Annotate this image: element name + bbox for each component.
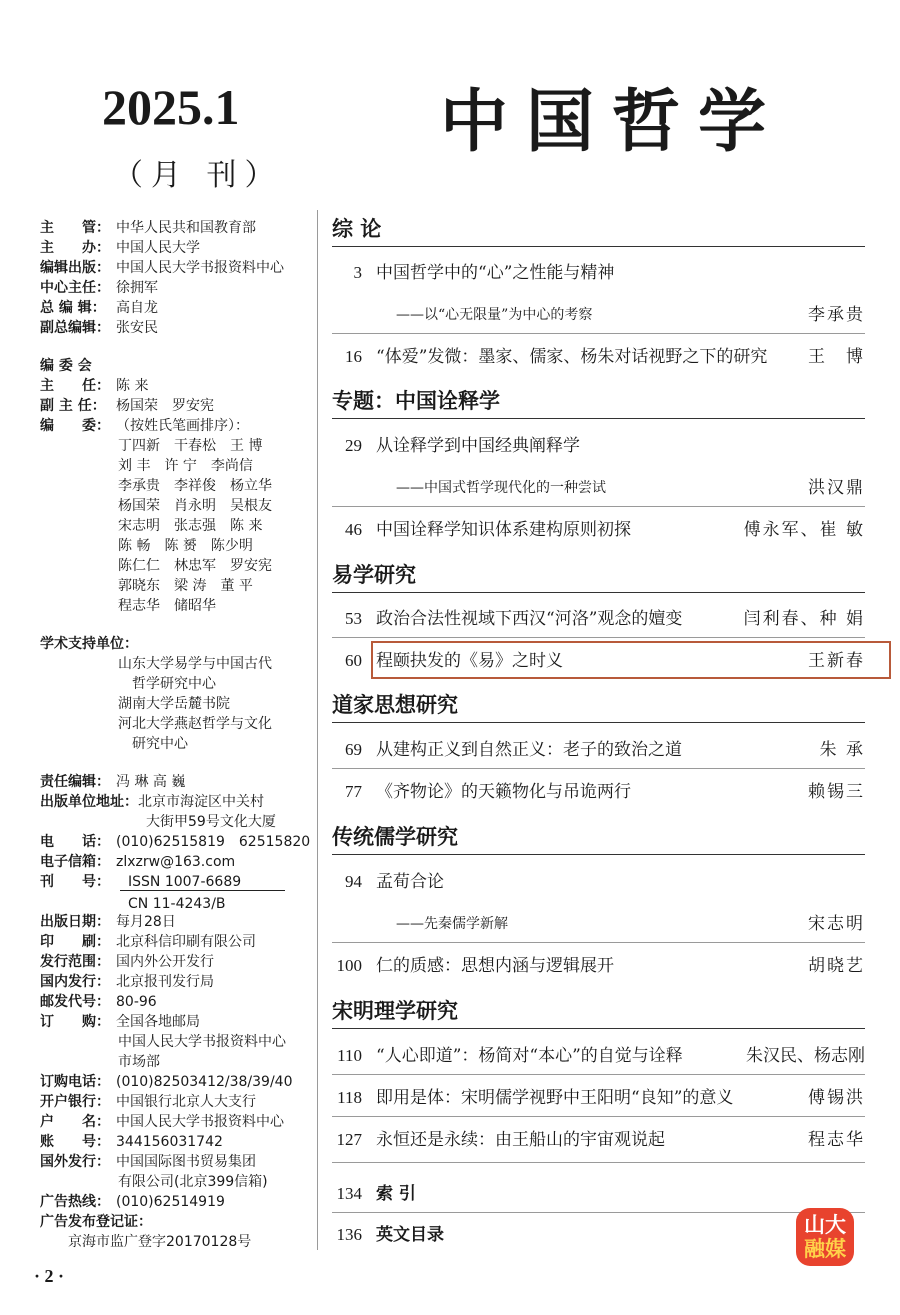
masthead-value: 中国人民大学书报资料中心 xyxy=(116,1114,284,1130)
section-heading: 宋明理学研究 xyxy=(332,996,865,1029)
masthead-value: 国内外公开发行 xyxy=(116,954,214,970)
section-heading: 专题：中国诠释学 xyxy=(332,386,865,419)
article-author: 李承贵 xyxy=(808,305,865,325)
logo-text: 融媒 xyxy=(804,1237,846,1261)
masthead-label: 订购电话： xyxy=(40,1074,110,1090)
board-member-row: 李承贵 李祥俊 杨立华 xyxy=(118,478,272,494)
masthead-value: ISSN 1007-6689 xyxy=(128,874,242,890)
support-unit: 哲学研究中心 xyxy=(118,676,216,692)
page-number-footer: · 2 · xyxy=(34,1266,65,1286)
masthead-value: 北京科信印刷有限公司 xyxy=(116,934,256,950)
entry-separator xyxy=(332,506,865,507)
masthead-value: 中国人民大学书报资料中心 xyxy=(118,1034,286,1050)
support-heading: 学术支持单位： xyxy=(40,636,138,652)
support-unit: 河北大学燕赵哲学与文化 xyxy=(118,716,272,732)
masthead-label: 责任编辑： xyxy=(40,774,110,790)
masthead-value: 陈 来 xyxy=(116,378,149,394)
masthead-value: 高自龙 xyxy=(116,300,158,316)
masthead-row xyxy=(40,238,320,258)
article-title: 程颐抉发的《易》之时义 xyxy=(376,651,563,671)
masthead-label: 户 名： xyxy=(40,1114,110,1130)
masthead-row xyxy=(40,992,320,1012)
article-author: 王 博 xyxy=(808,347,865,367)
masthead-value: 杨国荣 罗安宪 xyxy=(116,398,214,414)
masthead-row xyxy=(40,218,320,238)
masthead-label: 邮发代号： xyxy=(40,994,110,1010)
journal-title: 中国哲学 xyxy=(440,82,785,162)
masthead-row xyxy=(40,772,320,792)
toc-entry[interactable] xyxy=(332,517,865,543)
page-number: 94 xyxy=(345,872,362,891)
board-member-row: 程志华 储昭华 xyxy=(118,598,216,614)
masthead-row xyxy=(40,812,320,832)
board-heading: 编 委 会 xyxy=(40,358,92,374)
masthead-row xyxy=(40,972,320,992)
masthead-label: 主 管： xyxy=(40,220,110,236)
masthead-row xyxy=(40,278,320,298)
article-author: 朱 承 xyxy=(819,740,865,760)
toc-entry[interactable] xyxy=(332,869,865,895)
issn-rule xyxy=(120,890,285,891)
article-title: 即用是体：宋明儒学视野中王阳明“良知”的意义 xyxy=(376,1088,734,1108)
entry-separator xyxy=(332,768,865,769)
page-number: 77 xyxy=(345,782,362,801)
masthead-row xyxy=(40,298,320,318)
article-subtitle: ——以“心无限量”为中心的考察 xyxy=(396,307,593,323)
article-title: 从建构正义到自然正义：老子的致治之道 xyxy=(376,740,682,760)
section-heading: 道家思想研究 xyxy=(332,690,865,723)
masthead-row xyxy=(40,952,320,972)
page-number: 46 xyxy=(345,520,362,539)
toc-entry[interactable] xyxy=(332,1181,865,1207)
masthead-label: 电 话： xyxy=(40,834,110,850)
entry-separator xyxy=(332,1212,865,1213)
article-title: 永恒还是永续：由王船山的宇宙观说起 xyxy=(376,1130,665,1150)
section-heading: 综 论 xyxy=(332,214,865,247)
article-title: “人心即道”：杨简对“本心”的自觉与诠释 xyxy=(376,1046,683,1066)
masthead-value: 北京市海淀区中关村 xyxy=(138,794,264,810)
media-logo xyxy=(796,1208,854,1266)
article-author: 闫利春、种 娟 xyxy=(743,609,865,629)
article-title: 政治合法性视域下西汉“河洛”观念的嬗变 xyxy=(376,609,683,629)
board-member-row: 宋志明 张志强 陈 来 xyxy=(118,518,263,534)
page-number: 110 xyxy=(337,1046,362,1065)
masthead-value: 80-96 xyxy=(116,994,157,1010)
support-unit: 山东大学易学与中国古代 xyxy=(118,656,272,672)
support-unit: 研究中心 xyxy=(118,736,188,752)
masthead-label: 总 编 辑： xyxy=(40,300,106,316)
highlight-box xyxy=(371,641,891,679)
article-author: 朱汉民、杨志刚 xyxy=(746,1046,865,1066)
masthead-label: 刊 号： xyxy=(40,874,110,890)
masthead-row xyxy=(40,912,320,932)
masthead-row xyxy=(40,1012,320,1032)
masthead-value: (010)62515819 62515820 xyxy=(116,834,311,850)
masthead-row xyxy=(40,318,320,338)
article-author: 王新春 xyxy=(808,651,865,671)
masthead-label: 主 办： xyxy=(40,240,110,256)
masthead-label: 发行范围： xyxy=(40,954,110,970)
masthead-label: 出版单位地址： xyxy=(40,794,138,810)
section-heading: 易学研究 xyxy=(332,560,865,593)
entry-separator xyxy=(332,1162,865,1163)
masthead-label: 编辑出版： xyxy=(40,260,110,276)
board-member-row: 杨国荣 肖永明 吴根友 xyxy=(118,498,272,514)
toc-entry[interactable] xyxy=(332,344,865,370)
masthead-label: 编 委： xyxy=(40,418,110,434)
board-member-row: 陈仁仁 林忠军 罗安宪 xyxy=(118,558,272,574)
entry-separator xyxy=(332,1116,865,1117)
masthead-row xyxy=(40,1072,320,1092)
page-number: 134 xyxy=(336,1184,362,1203)
masthead-value: 北京报刊发行局 xyxy=(116,974,214,990)
masthead-label: 主 任： xyxy=(40,378,110,394)
toc-entry[interactable] xyxy=(332,953,865,979)
article-author: 傅锡洪 xyxy=(808,1088,865,1108)
board-member-row: 刘 丰 许 宁 李尚信 xyxy=(118,458,253,474)
toc-entry-subtitle xyxy=(332,911,865,937)
page-number: 3 xyxy=(353,263,362,282)
masthead-label: 开户银行： xyxy=(40,1094,110,1110)
masthead-value: zlxzrw@163.com xyxy=(116,854,236,870)
article-title: “体爱”发微：墨家、儒家、杨朱对话视野之下的研究 xyxy=(376,347,768,367)
toc-entry[interactable] xyxy=(332,1043,865,1069)
masthead-row xyxy=(40,1132,320,1152)
article-author: 赖锡三 xyxy=(808,782,865,802)
masthead-value: 徐拥军 xyxy=(116,280,158,296)
toc-entry[interactable] xyxy=(332,1085,865,1111)
masthead-value: 中国银行北京人大支行 xyxy=(116,1094,256,1110)
board-member-row: 丁四新 干春松 王 博 xyxy=(118,438,263,454)
masthead-value: 全国各地邮局 xyxy=(116,1014,200,1030)
entry-separator xyxy=(332,1074,865,1075)
masthead-value: （按姓氏笔画排序）： xyxy=(116,418,249,434)
masthead-label: 副 主 任： xyxy=(40,398,106,414)
masthead-row xyxy=(40,932,320,952)
article-author: 程志华 xyxy=(808,1130,865,1150)
masthead-label: 出版日期： xyxy=(40,914,110,930)
article-title: 孟荀合论 xyxy=(376,872,444,892)
publication-frequency: （月 刊） xyxy=(113,158,283,193)
masthead-label: 账 号： xyxy=(40,1134,110,1150)
toc-entry-subtitle xyxy=(332,475,865,501)
page-number: 136 xyxy=(336,1225,362,1244)
article-subtitle: ——先秦儒学新解 xyxy=(396,916,508,932)
masthead-label: 广告热线： xyxy=(40,1194,110,1210)
article-title: 仁的质感：思想内涵与逻辑展开 xyxy=(376,956,614,976)
page-number: 16 xyxy=(345,347,362,366)
article-author: 洪汉鼎 xyxy=(808,478,865,498)
masthead-row xyxy=(40,1212,320,1232)
masthead-row xyxy=(40,894,320,914)
article-author: 宋志明 xyxy=(808,914,865,934)
masthead-value: 市场部 xyxy=(118,1054,160,1070)
masthead-value: 京海市监广登字20170128号 xyxy=(68,1234,252,1250)
support-unit: 湖南大学岳麓书院 xyxy=(118,696,230,712)
masthead-label: 电子信箱： xyxy=(40,854,110,870)
masthead-row xyxy=(40,416,320,436)
article-title: 《齐物论》的天籁物化与吊诡两行 xyxy=(376,782,631,802)
masthead-value: 中国人民大学 xyxy=(116,240,200,256)
toc-entry[interactable] xyxy=(332,779,865,805)
column-divider xyxy=(317,210,318,1250)
masthead-label: 国内发行： xyxy=(40,974,110,990)
page-number: 60 xyxy=(345,651,362,670)
entry-separator xyxy=(332,942,865,943)
article-title: 中国哲学中的“心”之性能与精神 xyxy=(376,263,615,283)
toc-entry[interactable] xyxy=(332,606,865,632)
masthead-value: CN 11-4243/B xyxy=(128,896,226,912)
entry-separator xyxy=(332,637,865,638)
masthead-row xyxy=(40,792,320,812)
page-number: 69 xyxy=(345,740,362,759)
page-number: 100 xyxy=(336,956,362,975)
masthead-row xyxy=(40,852,320,872)
toc-entry[interactable] xyxy=(332,737,865,763)
masthead-row xyxy=(40,1112,320,1132)
masthead-row xyxy=(40,1192,320,1212)
article-subtitle: ——中国式哲学现代化的一种尝试 xyxy=(396,480,606,496)
toc-entry[interactable] xyxy=(332,1127,865,1153)
masthead-row xyxy=(40,258,320,278)
masthead-row xyxy=(40,872,320,892)
article-author: 傅永军、崔 敏 xyxy=(743,520,865,540)
masthead-label: 订 购： xyxy=(40,1014,110,1030)
masthead-value: 冯 琳 高 巍 xyxy=(116,774,186,790)
article-author: 胡晓艺 xyxy=(808,956,865,976)
article-title: 英文目录 xyxy=(376,1225,444,1245)
issue-number: 2025.1 xyxy=(102,79,240,135)
masthead-value: 张安民 xyxy=(116,320,158,336)
logo-text: 山大 xyxy=(804,1213,846,1237)
masthead-row xyxy=(40,1092,320,1112)
board-member-row: 郭晓东 梁 涛 董 平 xyxy=(118,578,253,594)
page-number: 127 xyxy=(336,1130,362,1149)
toc-entry[interactable] xyxy=(332,1222,865,1248)
toc-entry[interactable] xyxy=(332,260,865,286)
board-member-row: 陈 畅 陈 赟 陈少明 xyxy=(118,538,253,554)
article-title: 从诠释学到中国经典阐释学 xyxy=(376,436,580,456)
article-title: 中国诠释学知识体系建构原则初探 xyxy=(376,520,631,540)
page-number: 118 xyxy=(337,1088,362,1107)
masthead-value: 中国国际图书贸易集团 xyxy=(116,1154,256,1170)
toc-entry[interactable] xyxy=(332,433,865,459)
toc-entry-subtitle xyxy=(332,302,865,328)
masthead-label: 印 刷： xyxy=(40,934,110,950)
masthead-label: 副总编辑： xyxy=(40,320,110,336)
masthead-label: 国外发行： xyxy=(40,1154,110,1170)
masthead-value: (010)82503412/38/39/40 xyxy=(116,1074,293,1090)
masthead-value: 中华人民共和国教育部 xyxy=(116,220,256,236)
section-heading: 传统儒学研究 xyxy=(332,822,865,855)
masthead-label: 广告发布登记证： xyxy=(40,1214,152,1230)
page-number: 29 xyxy=(345,436,362,455)
masthead-label: 中心主任： xyxy=(40,280,110,296)
masthead-row xyxy=(40,396,320,416)
masthead-row xyxy=(40,1152,320,1172)
masthead-value: (010)62514919 xyxy=(116,1194,225,1210)
masthead-row xyxy=(40,832,320,852)
article-title: 索 引 xyxy=(376,1184,416,1204)
masthead-value: 344156031742 xyxy=(116,1134,223,1150)
masthead-value: 大街甲59号文化大厦 xyxy=(146,814,276,830)
masthead-value: 中国人民大学书报资料中心 xyxy=(116,260,284,276)
page-number: 53 xyxy=(345,609,362,628)
masthead-row xyxy=(40,376,320,396)
entry-separator xyxy=(332,333,865,334)
masthead-value: 有限公司(北京399信箱) xyxy=(118,1174,268,1190)
masthead-value: 每月28日 xyxy=(116,914,176,930)
